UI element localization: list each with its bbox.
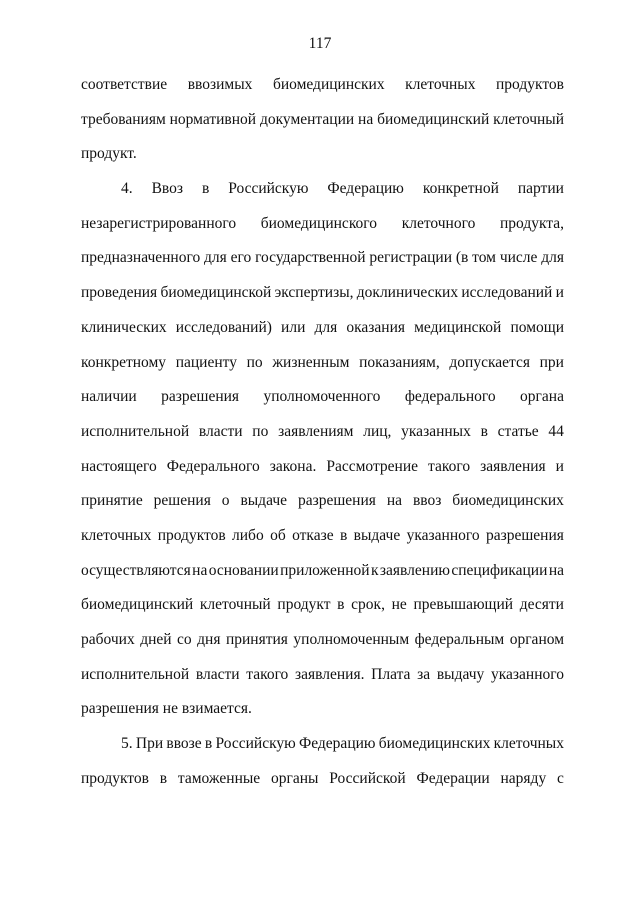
text-line: предназначенного для его государственной регистрации (в том числе для (81, 249, 564, 267)
paragraph-continuation (81, 68, 564, 172)
text-line: незарегистрированного биомедицинского клеточного продукта, (81, 214, 564, 232)
text-line: клеточных продуктов либо об отказе в выдаче указанного разрешения (81, 526, 564, 544)
text-line: настоящего Федерального закона. Рассмотрение такого заявления и (81, 457, 564, 475)
text-line: клинических исследований) или для оказания медицинской помощи (81, 318, 564, 336)
page-number: 117 (308, 35, 332, 52)
text-line: требованиям нормативной документации на биомедицинский клеточный (81, 110, 564, 128)
text-line: продукт. (81, 145, 137, 163)
text-line: продуктов в таможенные органы Российской Федерации наряду с (81, 769, 564, 787)
text-line: биомедицинский клеточный продукт в срок, не превышающий десяти (81, 596, 564, 614)
document-body (81, 68, 564, 796)
text-line: 4. Ввоз в Российскую Федерацию конкретной партии (121, 180, 564, 198)
text-line: наличии разрешения уполномоченного федерального органа (81, 388, 564, 406)
paragraph-item-5 (81, 727, 564, 796)
text-line: рабочих дней со дня принятия уполномоченным федеральным органом (81, 631, 564, 648)
paragraph-item-4 (81, 172, 564, 727)
text-line: соответствие ввозимых биомедицинских клеточных продуктов (81, 76, 564, 93)
text-line: конкретному пациенту по жизненным показаниям, допускается при (81, 353, 564, 371)
text-line: исполнительной власти по заявлениям лиц, указанных в статье 44 (81, 422, 564, 440)
text-line: осуществляются на основании приложенной к заявлению спецификации на (81, 561, 564, 579)
text-line: разрешения не взимается. (81, 700, 252, 718)
text-line: принятие решения о выдаче разрешения на ввоз биомедицинских (81, 492, 564, 510)
text-line: 5. При ввозе в Российскую Федерацию биомедицинских клеточных (121, 735, 564, 753)
text-line: проведения биомедицинской экспертизы, доклинических исследований и (81, 284, 564, 302)
text-line: исполнительной власти такого заявления. Плата за выдачу указанного (81, 665, 564, 683)
